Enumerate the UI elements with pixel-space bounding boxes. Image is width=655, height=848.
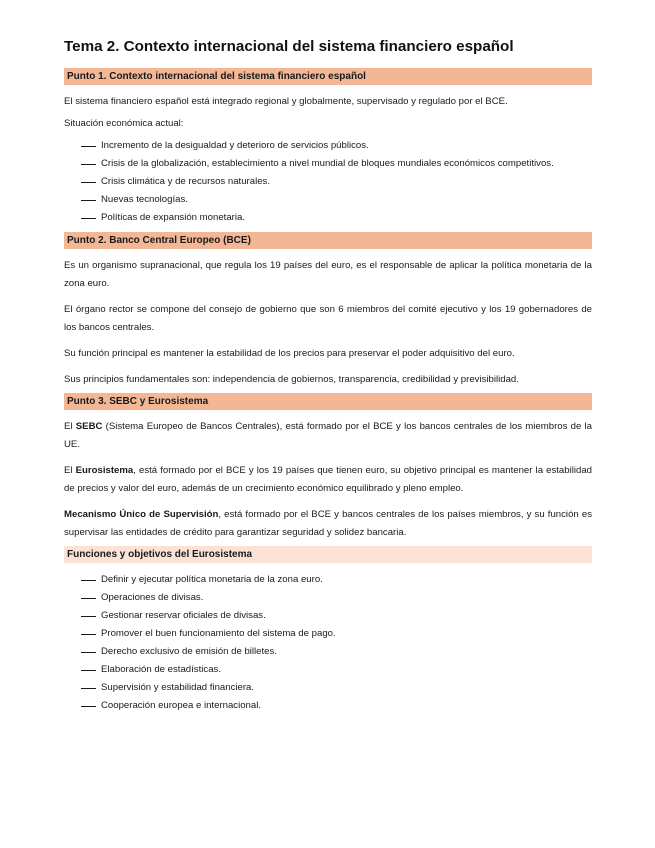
dash-bullet (81, 580, 96, 581)
list-item: Políticas de expansión monetaria. (64, 209, 592, 227)
punto-2-paragraph: Sus principios fundamentales son: independencia de gobiernos, transparencia, credibilidad y previsibilidad. (64, 374, 519, 385)
list-item: Promover el buen funcionamiento del sistema de pago. (64, 625, 592, 643)
list-item: Incremento de la desigualdad y deterioro de servicios públicos. (64, 137, 592, 155)
dash-bullet (81, 670, 96, 671)
sebc-paragraph: El SEBC (Sistema Europeo de Bancos Centrales), está formado por el BCE y los bancos centrales de los miembros de la UE. (64, 421, 592, 450)
list-item: Derecho exclusivo de emisión de billetes. (64, 643, 592, 661)
mus-paragraph: Mecanismo Único de Supervisión, está formado por el BCE y bancos centrales de los países miembros, y su función es supervisar las entidades de crédito para garantizar seguridad y solidez bancaria. (64, 509, 592, 538)
dash-bullet (81, 182, 96, 183)
funciones-list (64, 571, 592, 715)
eurosistema-term: Eurosistema (75, 465, 134, 476)
dash-bullet (81, 616, 96, 617)
list-item: Gestionar reservar oficiales de divisas. (64, 607, 592, 625)
section-heading-funciones: Funciones y objetivos del Eurosistema (64, 546, 592, 563)
list-item: Elaboración de estadísticas. (64, 661, 592, 679)
dash-bullet (81, 598, 96, 599)
dash-bullet (81, 634, 96, 635)
list-item: Nuevas tecnologías. (64, 191, 592, 209)
sebc-term: SEBC (75, 421, 103, 432)
situation-label: Situación económica actual: (64, 118, 184, 129)
list-item: Crisis de la globalización, establecimiento a nivel mundial de bloques mundiales económicos competitivos. (64, 155, 592, 173)
punto-1-intro: El sistema financiero español está integrado regional y globalmente, supervisado y regulado por el BCE. (64, 96, 508, 107)
list-item: Cooperación europea e internacional. (64, 697, 592, 715)
list-item: Operaciones de divisas. (64, 589, 592, 607)
dash-bullet (81, 164, 96, 165)
section-heading-punto-1: Punto 1. Contexto internacional del sistema financiero español (64, 68, 592, 85)
dash-bullet (81, 218, 96, 219)
dash-bullet (81, 200, 96, 201)
punto-2-paragraph: Es un organismo supranacional, que regula los 19 países del euro, es el responsable de aplicar la política monetaria de la zona euro. (64, 260, 592, 289)
page-title: Tema 2. Contexto internacional del sistema financiero español (64, 38, 514, 55)
list-item: Crisis climática y de recursos naturales. (64, 173, 592, 191)
situation-list (64, 137, 592, 227)
dash-bullet (81, 652, 96, 653)
list-item: Definir y ejecutar política monetaria de la zona euro. (64, 571, 592, 589)
mus-term: Mecanismo Único de Supervisión (64, 509, 219, 520)
eurosistema-paragraph: El Eurosistema, está formado por el BCE y los 19 países que tienen euro, su objetivo principal es mantener la estabilidad de precios y valor del euro, además de un crecimiento económico equilibrado y pleno empleo. (64, 465, 592, 494)
dash-bullet (81, 146, 96, 147)
section-heading-punto-2: Punto 2. Banco Central Europeo (BCE) (64, 232, 592, 249)
punto-2-paragraph: Su función principal es mantener la estabilidad de los precios para preservar el poder adquisitivo del euro. (64, 348, 515, 359)
section-heading-punto-3: Punto 3. SEBC y Eurosistema (64, 393, 592, 410)
punto-2-paragraph: El órgano rector se compone del consejo de gobierno que son 6 miembros del comité ejecutivo y los 19 gobernadores de los bancos centrales. (64, 304, 592, 333)
list-item: Supervisión y estabilidad financiera. (64, 679, 592, 697)
dash-bullet (81, 706, 96, 707)
dash-bullet (81, 688, 96, 689)
